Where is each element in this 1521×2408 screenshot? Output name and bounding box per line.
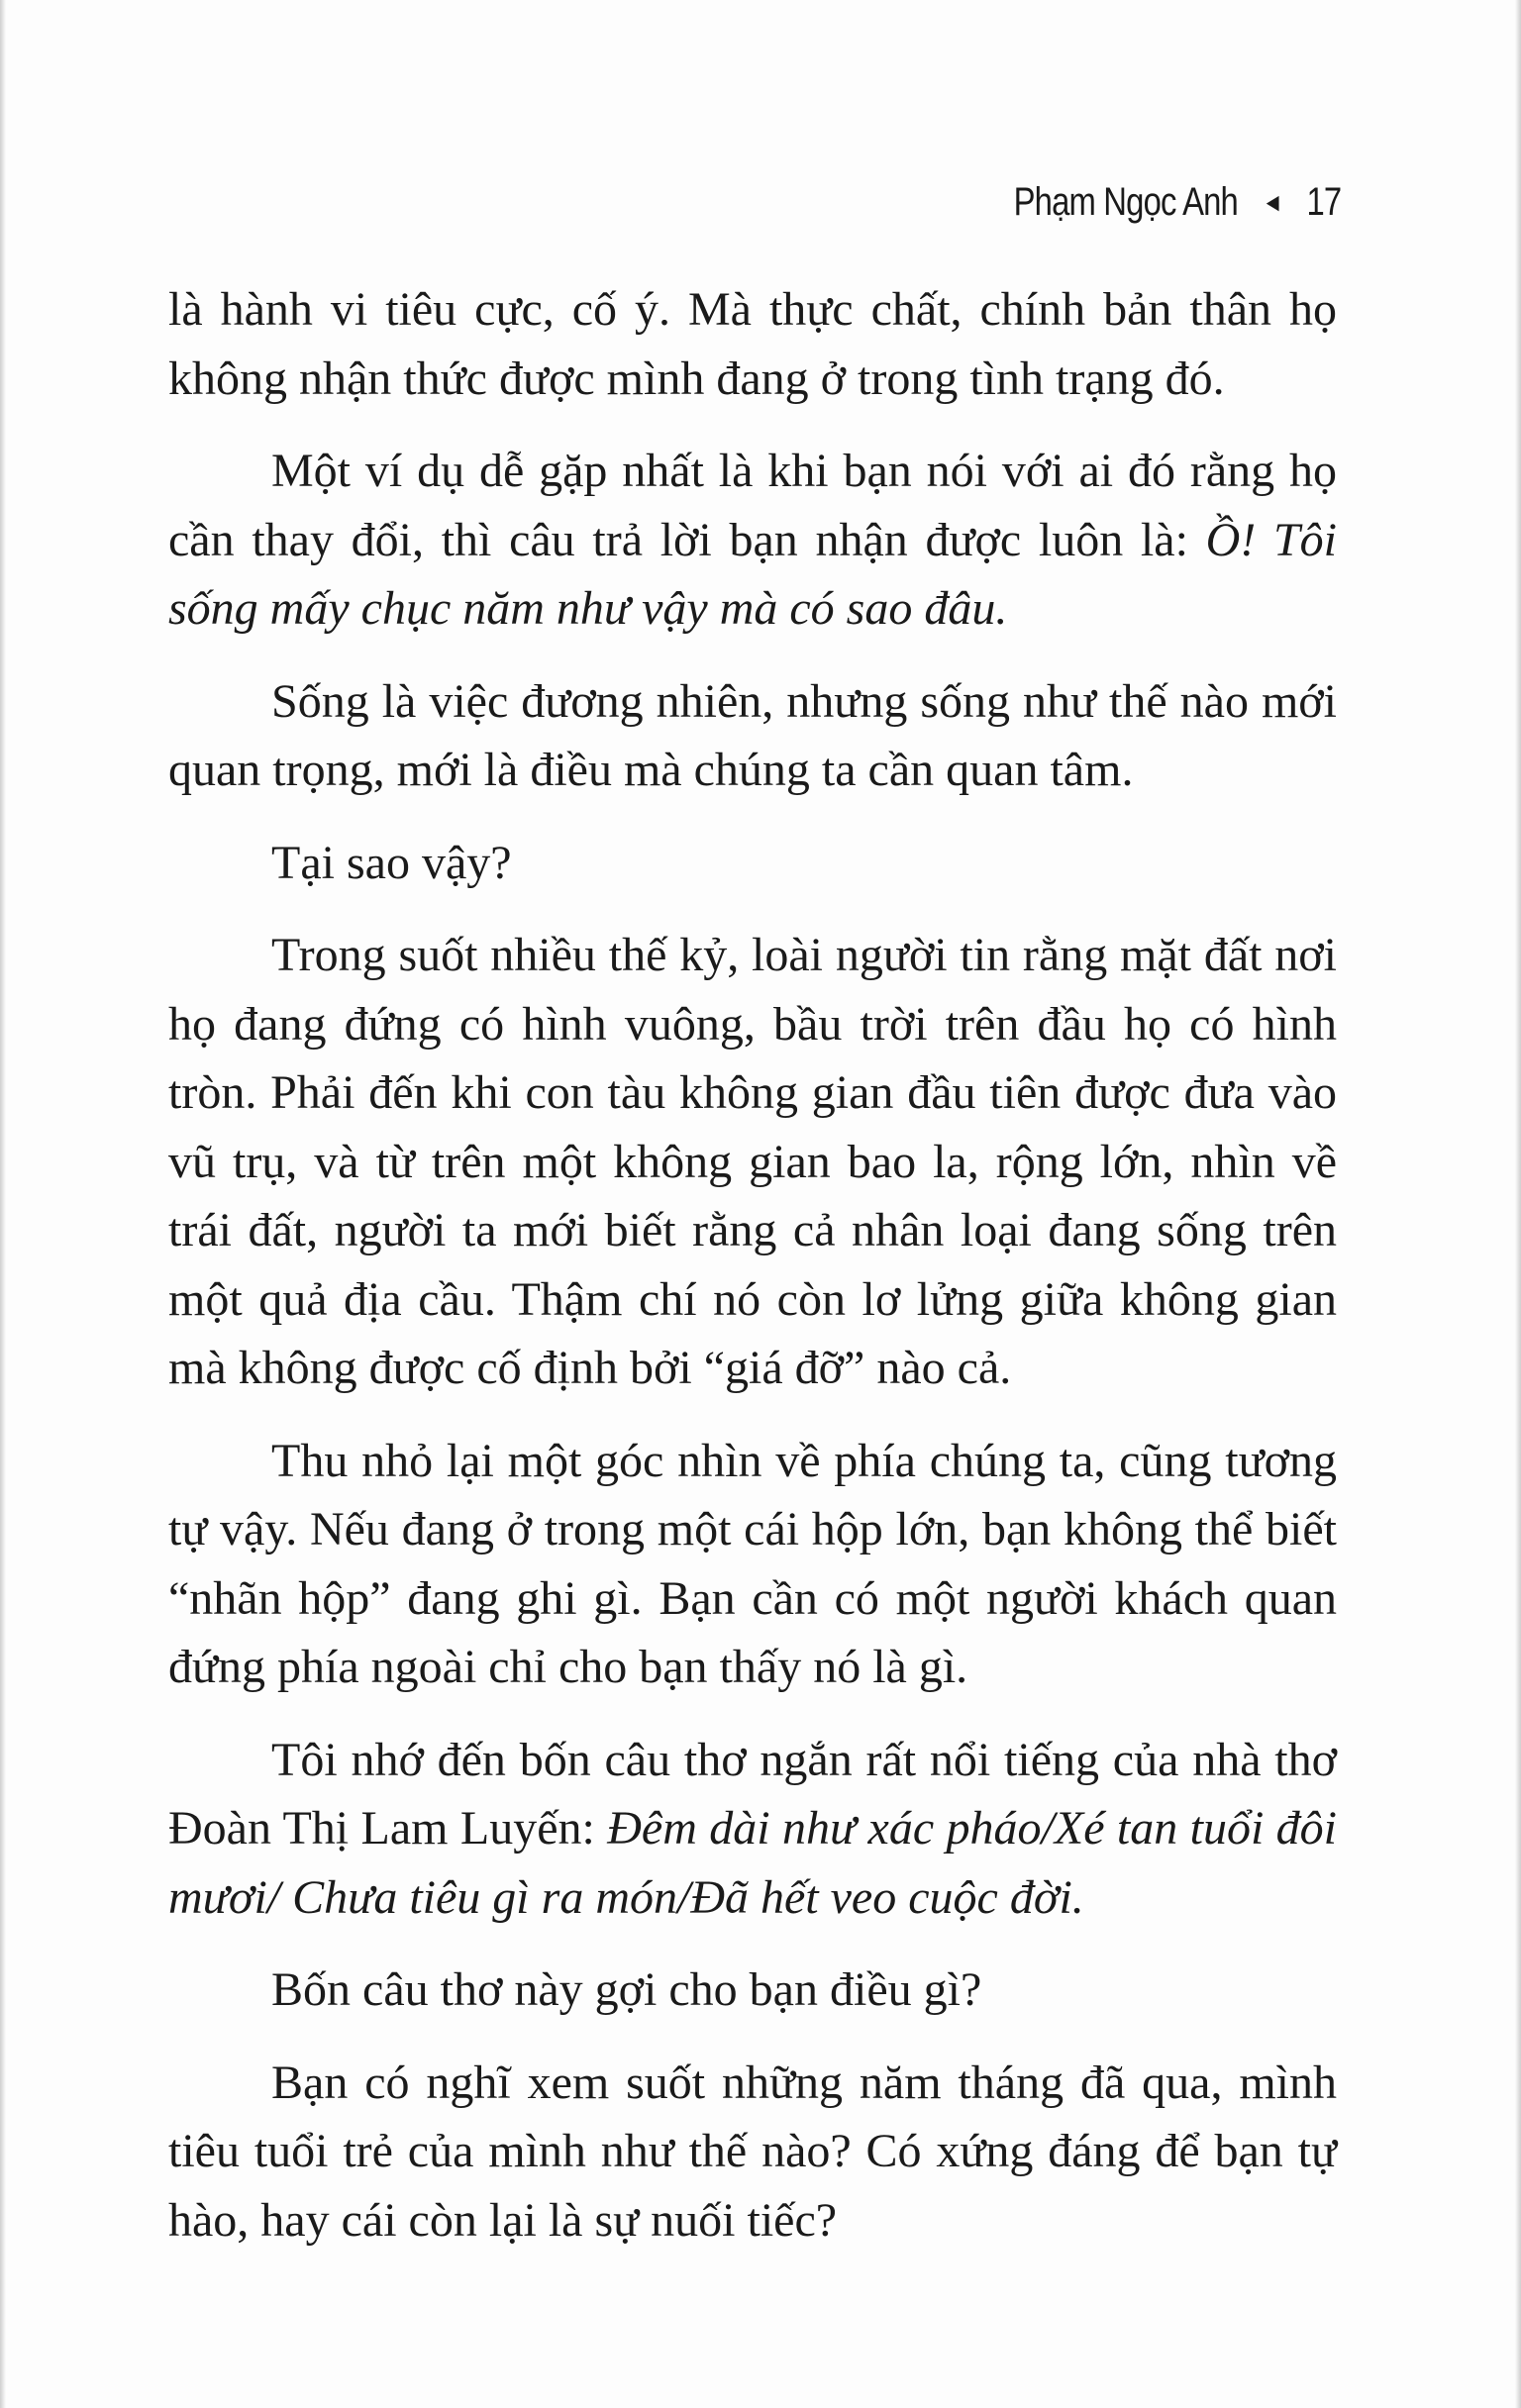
body-text bbox=[168, 275, 1337, 2278]
left-arrow-icon: ◄ bbox=[1262, 187, 1282, 217]
paragraph-5 bbox=[168, 921, 1337, 1403]
paragraph-text: là hành vi tiêu cực, cố ý. Mà thực chất, chính bản thân họ không nhận thức được mình đang ở trong tình trạng đó. bbox=[168, 283, 1337, 405]
paragraph-text: Bốn câu thơ này gợi cho bạn điều gì? bbox=[271, 1963, 982, 2016]
paragraph-text: Trong suốt nhiều thế kỷ, loài người tin rằng mặt đất nơi họ đang đứng có hình vuông, bầu trời trên đầu họ có hình tròn. Phải đến khi con tàu không gian đầu tiên được đưa vào vũ trụ, và từ trên một không gian bao la, rộng lớn, nhìn về trái đất, người ta mới biết rằng cả nhân loại đang sống trên một quả địa cầu. Thậm chí nó còn lơ lửng giữa không gian mà không được cố định bởi “giá đỡ” nào cả. bbox=[168, 929, 1337, 1394]
quoted-speech: Ồ! Tôi sống mấy chục năm như vậy mà có sao đâu. bbox=[168, 513, 1337, 635]
page-left-edge bbox=[0, 0, 6, 2408]
page-right-edge bbox=[1515, 0, 1521, 2408]
header-author: Phạm Ngọc Anh bbox=[1013, 180, 1238, 224]
paragraph-4 bbox=[168, 829, 1337, 898]
paragraph-7 bbox=[168, 1726, 1337, 1933]
paragraph-text: Tại sao vậy? bbox=[271, 836, 512, 889]
paragraph-3 bbox=[168, 667, 1337, 805]
page-number: 17 bbox=[1306, 180, 1341, 224]
paragraph-text: Bạn có nghĩ xem suốt những năm tháng đã qua, mình tiêu tuổi trẻ của mình như thế nào? Có xứng đáng để bạn tự hào, hay cái còn lại là sự nuối tiếc? bbox=[168, 2056, 1337, 2247]
paragraph-text: Tôi nhớ đến bốn câu thơ ngắn rất nổi tiếng của nhà thơ Đoàn Thị Lam Luyến: bbox=[168, 1733, 1337, 1855]
paragraph-1 bbox=[168, 275, 1337, 413]
paragraph-text: Sống là việc đương nhiên, nhưng sống như thế nào mới quan trọng, mới là điều mà chúng ta cần quan tâm. bbox=[168, 674, 1337, 796]
running-header bbox=[1013, 180, 1341, 225]
paragraph-6 bbox=[168, 1427, 1337, 1702]
poem-quote: Đêm dài như xác pháo/Xé tan tuổi đôi mươi/ Chưa tiêu gì ra món/Đã hết veo cuộc đời. bbox=[168, 1802, 1338, 1924]
paragraph-8 bbox=[168, 1956, 1337, 2025]
paragraph-text: Một ví dụ dễ gặp nhất là khi bạn nói với ai đó rằng họ cần thay đổi, thì câu trả lời bạn nhận được luôn là: bbox=[168, 445, 1337, 566]
paragraph-2 bbox=[168, 437, 1337, 644]
paragraph-9 bbox=[168, 2049, 1337, 2256]
paragraph-text: Thu nhỏ lại một góc nhìn về phía chúng ta, cũng tương tự vậy. Nếu đang ở trong một cái hộp lớn, bạn không thể biết “nhãn hộp” đang ghi gì. Bạn cần có một người khách quan đứng phía ngoài chỉ cho bạn thấy nó là gì. bbox=[168, 1434, 1337, 1693]
